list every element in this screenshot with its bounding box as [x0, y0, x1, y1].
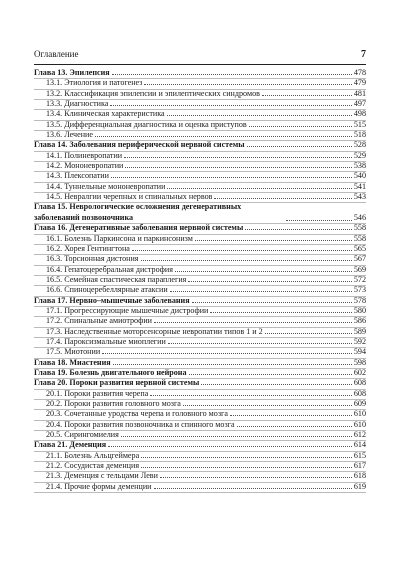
page-ref: 602: [353, 367, 366, 377]
toc-section-entry[interactable]: [34, 234, 366, 244]
page-ref: 615: [353, 450, 366, 460]
section-title: 21.2. Сосудистая деменция: [46, 461, 140, 471]
dot-leader: [192, 302, 352, 303]
section-title: 14.5. Невралгии черепных и спинальных нервов: [46, 192, 213, 202]
page-ref: 614: [353, 440, 366, 450]
dot-leader: [132, 250, 352, 251]
toc-section-entry[interactable]: [34, 306, 366, 316]
dot-leader: [214, 198, 351, 199]
page-ref: 608: [353, 378, 366, 388]
section-title: 16.2. Хорея Гентингтона: [46, 243, 130, 253]
dot-leader: [188, 281, 351, 282]
toc-chapter-entry[interactable]: [34, 223, 366, 233]
page-ref: 569: [353, 264, 366, 274]
section-title: 20.1. Пороки развития черепа: [46, 388, 149, 398]
section-title: 14.1. Полиневропатии: [46, 150, 123, 160]
section-title: 13.6. Лечение: [46, 130, 93, 140]
toc-section-entry[interactable]: [34, 482, 366, 492]
toc-chapter-entry[interactable]: [34, 440, 366, 450]
toc-section-entry[interactable]: [34, 161, 366, 171]
section-title: 17.2. Спинальные амиотрофии: [46, 316, 153, 326]
toc-section-entry[interactable]: [34, 130, 366, 140]
toc-section-entry[interactable]: [34, 327, 366, 337]
toc-section-entry[interactable]: [34, 430, 366, 440]
dot-leader: [175, 271, 352, 272]
page-ref: 515: [353, 119, 366, 129]
chapter-title: Глава 20. Пороки развития нервной системы: [34, 378, 200, 388]
page-ref: 573: [353, 285, 366, 295]
page-ref: 497: [353, 99, 366, 109]
section-title: 17.1. Прогрессирующие мышечные дистрофии: [46, 305, 209, 315]
toc-section-entry[interactable]: [34, 409, 366, 419]
dot-leader: [183, 405, 352, 406]
page-ref: 479: [353, 78, 366, 88]
page-ref: 538: [353, 161, 366, 171]
page-ref: 541: [353, 181, 366, 191]
dot-leader: [154, 488, 352, 489]
toc-section-entry[interactable]: [34, 89, 366, 99]
toc-section-entry[interactable]: [34, 109, 366, 119]
page-number: 7: [361, 49, 366, 60]
dot-leader: [154, 322, 352, 323]
section-title: 21.3. Деменция с тельцами Леви: [46, 471, 158, 481]
section-title: 16.4. Гепатоцеребральная дистрофия: [46, 264, 173, 274]
dot-leader: [230, 415, 352, 416]
toc-section-entry[interactable]: [34, 285, 366, 295]
dot-leader: [237, 426, 352, 427]
dot-leader: [121, 436, 352, 437]
toc-chapter-entry[interactable]: [34, 368, 366, 378]
section-title: 17.3. Наследственные моторсенсорные невропатии типов 1 и 2: [46, 326, 263, 336]
dot-leader: [141, 457, 352, 458]
toc-section-entry[interactable]: [34, 316, 366, 326]
row-divider: [34, 492, 366, 493]
dot-leader: [210, 312, 352, 313]
toc-section-entry[interactable]: [34, 337, 366, 347]
dot-leader: [111, 177, 352, 178]
page-ref: 528: [353, 140, 366, 150]
section-title: 17.5. Миотонии: [46, 347, 101, 357]
page-ref: 610: [353, 409, 366, 419]
section-title: 14.2. Мононевропатии: [46, 161, 124, 171]
toc-section-entry[interactable]: [34, 78, 366, 88]
header-rule: [34, 64, 366, 65]
toc-section-entry[interactable]: [34, 120, 366, 130]
page-ref: 608: [353, 388, 366, 398]
page-ref: 617: [353, 461, 366, 471]
toc-section-entry[interactable]: [34, 254, 366, 264]
dot-leader: [141, 260, 352, 261]
chapter-title: Глава 17. Нервно–мышечные заболевания: [34, 295, 190, 305]
section-title: 20.4. Пороки развития позвоночника и спинного мозга: [46, 419, 235, 429]
page-ref: 498: [353, 109, 366, 119]
chapter-title: Глава 13. Эпилепсия: [34, 68, 110, 77]
page-ref: 594: [353, 347, 366, 357]
toc-chapter-entry[interactable]: [34, 202, 366, 223]
section-title: 20.5. Сирингомиелия: [46, 430, 119, 440]
page-ref: 618: [353, 471, 366, 481]
page-ref: 478: [353, 68, 366, 77]
section-title: 16.5. Семейная спастическая параплегия: [46, 274, 187, 284]
section-title: 21.4. Прочие формы деменции: [46, 481, 152, 491]
toc-chapter-entry[interactable]: [34, 140, 366, 150]
dot-leader: [245, 229, 352, 230]
dot-leader: [144, 84, 351, 85]
dot-leader: [262, 95, 352, 96]
toc-section-entry[interactable]: [34, 182, 366, 192]
page-ref: 580: [353, 305, 366, 315]
page-ref: 540: [353, 171, 366, 181]
page-ref: 567: [353, 254, 366, 264]
dot-leader: [201, 384, 352, 385]
section-title: 16.3. Торсионная дистония: [46, 254, 139, 264]
toc-section-entry[interactable]: [34, 244, 366, 254]
section-title: 13.5. Дифференциальная диагностика и оценка приступов: [46, 119, 247, 129]
chapter-title: Глава 21. Деменция: [34, 440, 107, 450]
dot-leader: [167, 115, 352, 116]
toc-section-entry[interactable]: [34, 389, 366, 399]
dot-leader: [108, 446, 352, 447]
chapter-title: Глава 15. Неврологические осложнения дегенеративных заболеваний позвоночника: [34, 202, 242, 222]
dot-leader: [247, 146, 352, 147]
toc-section-entry[interactable]: [34, 471, 366, 481]
toc-section-entry[interactable]: [34, 192, 366, 202]
section-title: 20.3. Сочетанные уродства черепа и головного мозга: [46, 409, 228, 419]
section-title: 16.6. Спиноцеребеллярные атаксии: [46, 285, 168, 295]
dot-leader: [124, 157, 352, 158]
section-title: 13.2. Классификация эпилепсии и эпилептических синдромов: [46, 88, 260, 98]
dot-leader: [195, 240, 352, 241]
dot-leader: [167, 188, 351, 189]
dot-leader: [141, 467, 352, 468]
page-ref: 578: [353, 295, 366, 305]
dot-leader: [102, 353, 352, 354]
page-ref: 558: [353, 223, 366, 233]
toc-section-entry[interactable]: [34, 451, 366, 461]
section-title: 20.2. Пороки развития головного мозга: [46, 399, 181, 408]
dot-leader: [110, 105, 351, 106]
toc-section-entry[interactable]: [34, 461, 366, 471]
section-title: 14.4. Туннельные мононевропатии: [46, 181, 166, 191]
table-of-contents: [34, 68, 366, 492]
toc-chapter-entry[interactable]: [34, 378, 366, 388]
toc-section-entry[interactable]: [34, 171, 366, 181]
page-ref: 565: [353, 243, 366, 253]
section-title: 17.4. Пароксизмальные миоплегии: [46, 336, 166, 346]
section-title: 14.3. Плексопатии: [46, 171, 109, 181]
page-ref: 518: [353, 130, 366, 140]
section-title: 13.1. Этиология и патогенез: [46, 78, 143, 88]
page-ref: 610: [353, 419, 366, 429]
page-ref: 543: [353, 192, 366, 202]
dot-leader: [112, 74, 352, 75]
dot-leader: [265, 333, 352, 334]
page-ref: 598: [353, 357, 366, 367]
chapter-title: Глава 19. Болезнь двигательного нейрона: [34, 367, 187, 377]
dot-leader: [95, 136, 352, 137]
page-ref: 572: [353, 274, 366, 284]
dot-leader: [160, 477, 352, 478]
dot-leader: [189, 374, 352, 375]
toc-chapter-entry[interactable]: [34, 358, 366, 368]
page-ref: 586: [353, 316, 366, 326]
section-title: 13.4. Клиническая характеристика: [46, 109, 165, 119]
running-title: Оглавление: [34, 49, 79, 59]
section-title: 13.3. Диагностика: [46, 99, 109, 109]
page-ref: 592: [353, 336, 366, 346]
dot-leader: [125, 167, 351, 168]
section-title: 16.1. Болезнь Паркинсона и паркинсонизм: [46, 233, 193, 243]
dot-leader: [113, 364, 352, 365]
dot-leader: [249, 126, 352, 127]
dot-leader: [286, 220, 352, 221]
section-title: 21.1. Болезнь Альцгеймера: [46, 450, 140, 460]
page-ref: 546: [353, 212, 366, 222]
page-header: [34, 49, 366, 63]
dot-leader: [168, 343, 352, 344]
page-ref: 619: [353, 481, 366, 491]
toc-section-entry[interactable]: [34, 99, 366, 109]
chapter-title: Глава 16. Дегенеративные заболевания нервной системы: [34, 223, 244, 233]
page-ref: 529: [353, 150, 366, 160]
toc-section-entry[interactable]: [34, 275, 366, 285]
toc-section-entry[interactable]: [34, 347, 366, 357]
toc-section-entry[interactable]: [34, 265, 366, 275]
toc-section-entry[interactable]: [34, 420, 366, 430]
dot-leader: [170, 291, 352, 292]
toc-chapter-entry[interactable]: [34, 296, 366, 306]
dot-leader: [150, 395, 352, 396]
page-ref: 609: [353, 399, 366, 408]
page-ref: 612: [353, 430, 366, 440]
chapter-title: Глава 18. Миастения: [34, 357, 111, 367]
toc-chapter-entry[interactable]: [34, 68, 366, 78]
page-ref: 481: [353, 88, 366, 98]
toc-section-entry[interactable]: [34, 151, 366, 161]
page-ref: 558: [353, 233, 366, 243]
page-ref: 589: [353, 326, 366, 336]
chapter-title: Глава 14. Заболевания периферической нервной системы: [34, 140, 245, 150]
toc-section-entry[interactable]: [34, 399, 366, 409]
